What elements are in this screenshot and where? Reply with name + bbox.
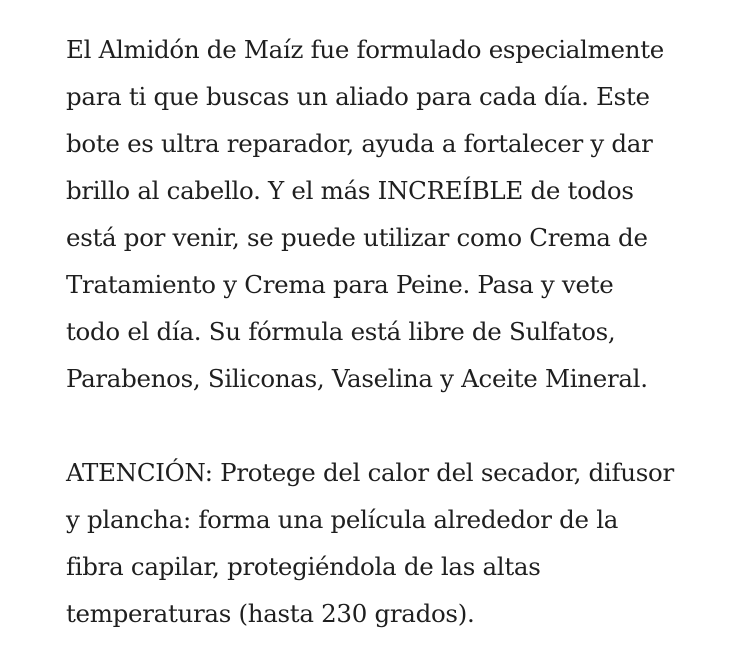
product-description (66, 26, 706, 637)
paragraph-spacer (66, 402, 706, 449)
text-line: fibra capilar, protegiéndola de las altas (66, 552, 541, 581)
text-line: ATENCIÓN: Protege del calor del secador, difusor (66, 458, 674, 487)
text-line: está por venir, se puede utilizar como Crema de (66, 223, 648, 252)
description-paragraph (66, 26, 706, 402)
text-line: para ti que buscas un aliado para cada día. Este (66, 82, 650, 111)
warning-paragraph (66, 449, 706, 637)
text-line: temperaturas (hasta 230 grados). (66, 599, 475, 628)
text-line: Parabenos, Siliconas, Vaselina y Aceite Mineral. (66, 364, 648, 393)
text-line: todo el día. Su fórmula está libre de Sulfatos, (66, 317, 616, 346)
text-line: brillo al cabello. Y el más INCREÍBLE de todos (66, 176, 634, 205)
text-line: El Almidón de Maíz fue formulado especialmente (66, 35, 664, 64)
text-line: bote es ultra reparador, ayuda a fortalecer y dar (66, 129, 653, 158)
text-line: Tratamiento y Crema para Peine. Pasa y vete (66, 270, 614, 299)
text-line: y plancha: forma una película alrededor de la (66, 505, 619, 534)
